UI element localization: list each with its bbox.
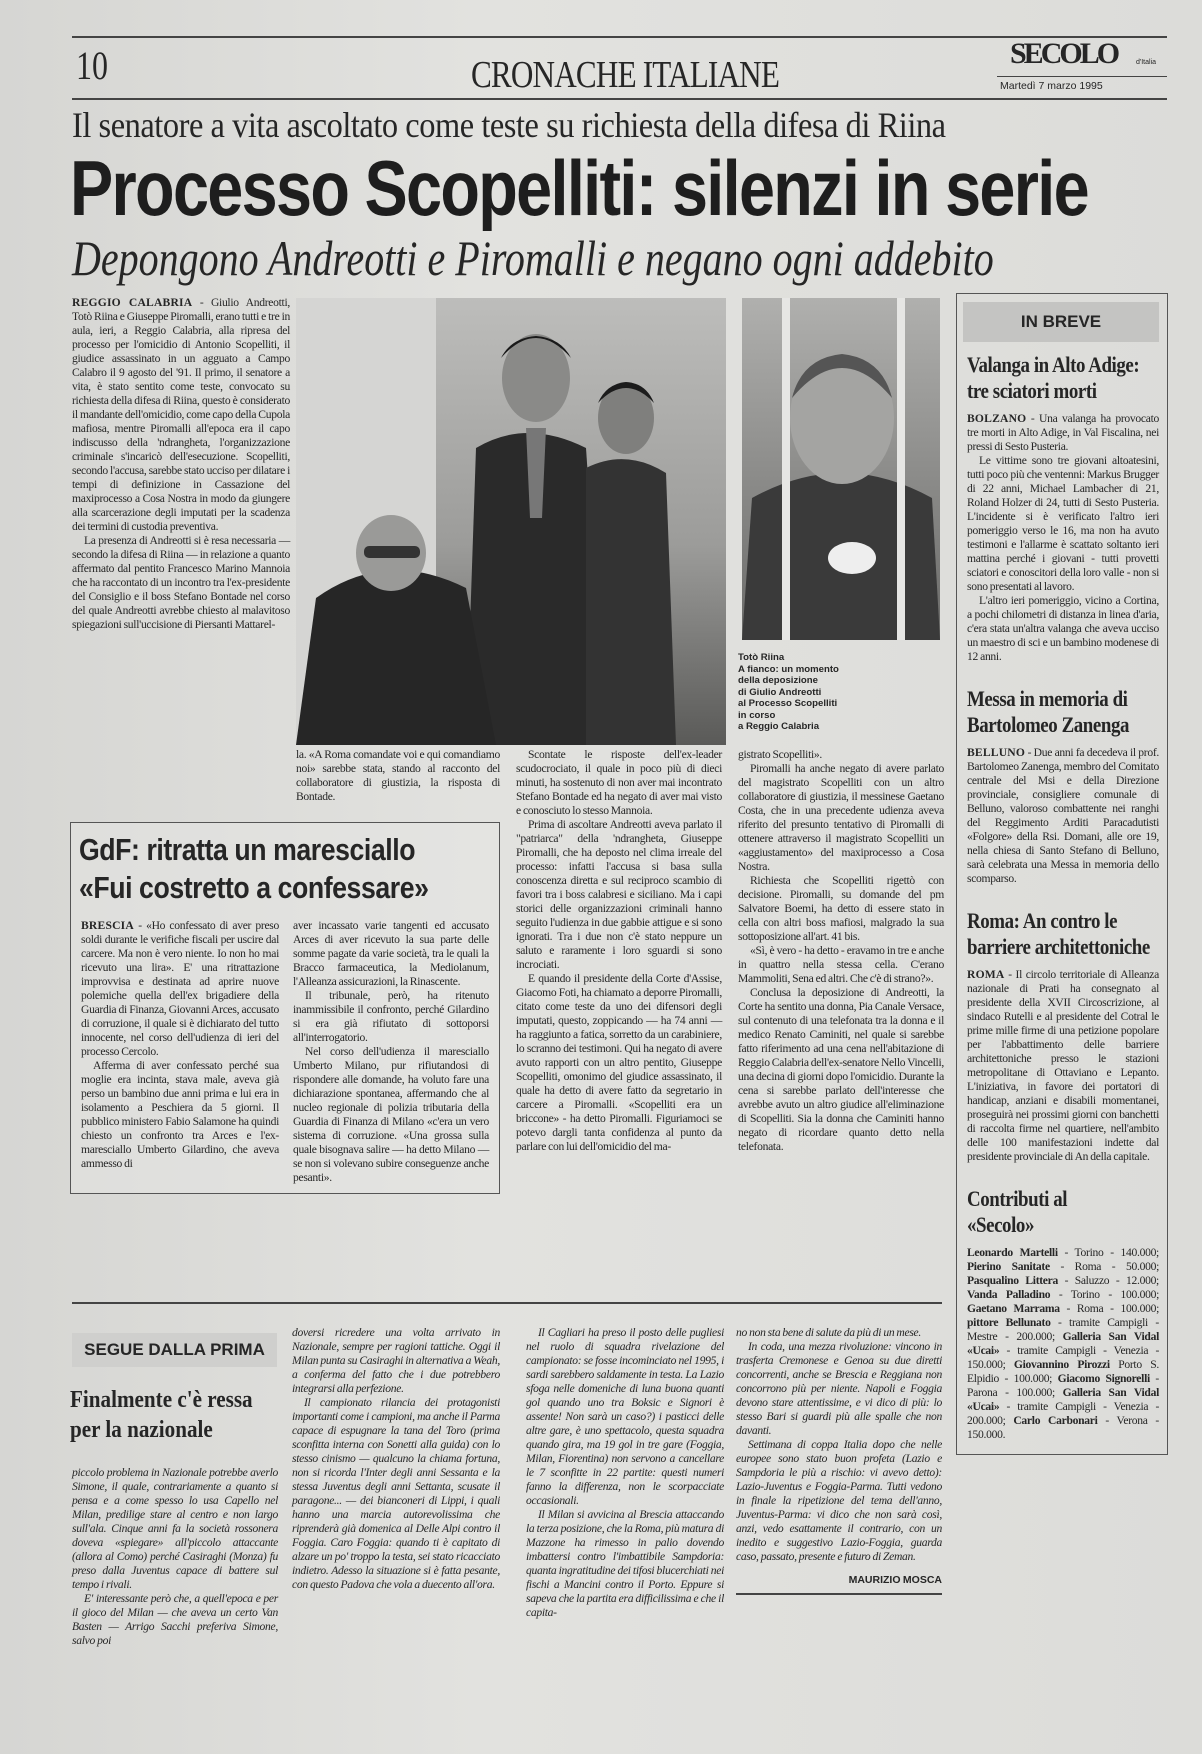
byline: MAURIZIO MOSCA xyxy=(848,1574,942,1586)
donation-detail: - Torino - 100.000; xyxy=(1050,1288,1159,1301)
text-block: Le vittime sono tre giovani altoatesini, tutti poco più che ventenni: Markus Brugger di 22 anni, Michael Lambacher di 21, Roland Holzer di 24, tutti di Sesto Pusteria. L'incidente si è verificato l'altro ieri pomeriggio verso le 16, ma non ha avuto testimoni e l'allarme è scattato soltanto ieri mattina perché i giovani - tutti provetti sciatori e conoscitori della loro valle - non si sono presentati al lavoro. xyxy=(967,454,1159,593)
brief-body xyxy=(967,968,1159,1164)
lead-column-1 xyxy=(72,296,290,632)
text-block: BRESCIA xyxy=(81,919,134,932)
gdf-columns xyxy=(81,919,489,1185)
gdf-column-2 xyxy=(293,919,489,1185)
text-block: L'altro ieri pomeriggio, vicino a Cortina, a pochi chilometri di distanza in linea d'aria, c'era stata un'altra valanga che aveva ucciso un maestro di sci e un bambino modenese di 12 anni. xyxy=(967,594,1159,663)
lead-kicker: Il senatore a vita ascoltato come teste su richiesta della difesa di Riina xyxy=(72,105,946,145)
gdf-headline-2: «Fui costretto a confessare» xyxy=(79,870,429,905)
newspaper-logo-sub: d'Italia xyxy=(1136,59,1157,66)
text-block: A fianco: un momento xyxy=(738,663,839,675)
donation-detail: - Verona - 150.000. xyxy=(967,1414,1159,1441)
donor-name: Giacomo Signorelli xyxy=(1057,1372,1150,1385)
lead-column-3 xyxy=(516,748,722,1154)
contributions-headline: Contributi al «Secolo» xyxy=(967,1186,1068,1237)
text-block: al Processo Scopelliti xyxy=(738,698,838,709)
lead-deck: Depongono Andreotti e Piromalli e negano ogni addebito xyxy=(72,230,994,286)
text-block: BOLZANO xyxy=(967,412,1027,425)
text-block: Richiesta che Scopelliti rigettò con decisione. Piromalli, su domande del pm Salvatore Boemi, ha detto di essere stato in cella con altri boss mafiosi, malgrado la sua sottoposizione all'art. 41 bis. xyxy=(738,874,944,943)
text-block: In coda, una mezza rivoluzione: vincono in trasferta Cremonese e Genoa su due diretti concorrenti, anche se Brescia e Reggiana non concorrono più per niente. Napoli e Foggia devono stare attentissime, e vi dico di più: lo stesso Bari si guardi più alle spalle che non davanti. xyxy=(736,1340,942,1437)
text-block: - Il circolo territoriale di Alleanza nazionale di Prati ha consegnato al presidente della XVII Circoscrizione, al sindaco Rutelli e al presidente del Cotral le prime mille firme di una petizione popolare per l'abbattimento delle barriere architettoniche presso le stazioni metropolitane di Ottaviano e Lepanto. L'iniziativa, in favore dei portatori di handicap, anziani e disabili momentanei, proseguirà nei prossimi giorni con banchetti di raccolta firme nel quartiere, nell'ambito delle 100 manifestazioni indette dal presidente provinciale di An della capitale. xyxy=(967,968,1159,1163)
donation-detail: - tramite Campigli - Mestre - 200.000; xyxy=(967,1316,1159,1343)
lead-headline: Processo Scopelliti: silenzi in serie xyxy=(70,144,1088,232)
donor-name: Vanda Palladino xyxy=(967,1288,1051,1301)
issue-date: Martedì 7 marzo 1995 xyxy=(1000,80,1103,92)
donor-name: Pierino Sanitate xyxy=(967,1260,1050,1273)
text-block: la. «A Roma comandate voi e qui comandiamo noi» sarebbe stata, stando al racconto del collaboratore di giustizia, la risposta di Bontade. xyxy=(296,748,500,803)
section-title: CRONACHE ITALIANE xyxy=(470,54,780,96)
brief-body xyxy=(967,746,1159,886)
text-block: piccolo problema in Nazionale potrebbe averlo Simone, il quale, contrariamente a quanto si pensa e a come spesso lo usa Capello nel Milan, predilige stare al centro e non largo sull'ala. Cinque anni fa la società rossonera doveva «spiegare» all'piccolo attaccante (allora al Como) perché Casiraghi (Monza) fu preso dalla Juventus capace di battere sul tempo i rivali. xyxy=(72,1466,278,1591)
donor-name: Pasqualino Littera xyxy=(967,1274,1058,1287)
donation-detail: - Roma - 50.000; xyxy=(1049,1260,1159,1273)
donation-detail: - Roma - 100.000; xyxy=(1059,1302,1159,1315)
text-block: Conclusa la deposizione di Andreotti, la Corte ha sentito una donna, Pia Canale Versace, sul contenuto di una telefonata tra la donna e il medico Renato Caminiti, nel quale si sarebbe fatto riferimento ad una cena nell'abitazione di Reggio Calabria dell'ex-senatore Nello Vincelli, una decina di giorni dopo l'omicidio. Durante la cena si sarebbe parlato dell'interesse che avrebbe avuto un altro giudice all'eliminazione di Scopelliti. Sia la donna che Caminiti hanno negato di ricordare quanto detto nella telefonata. xyxy=(738,986,944,1153)
donation-detail: Porto S. Elpidio - 100.000; xyxy=(967,1358,1159,1385)
photo-toto-riina xyxy=(742,298,940,640)
gdf-story-box xyxy=(70,822,500,1194)
text-block: E quando il presidente della Corte d'Assise, Giacomo Foti, ha chiamato a deporre Piromalli, citato come teste da uno dei difensori degli imputati, questo, zoppicando — ha 74 anni — ha raggiunto a fatica, sorretto da un carabiniere, lo scranno dei testimoni. Qui ha negato di avere avuto rapporti con un altro pentito, Giuseppe Scopelliti, omonimo del giudice assassinato, il quale ha detto di avere fatto da segretario in carcere a Piromalli. «Scopelliti era un briccone» - ha detto Piromalli. Figuriamoci se potevo dargli tanta confidenza al punto da parlare con lui dell'omicidio del ma- xyxy=(516,972,722,1153)
text-block: Prima di ascoltare Andreotti aveva parlato il "patriarca" della 'ndrangheta, Giuseppe Piromalli, che ha deposto nel clima irreale del processo: infatti l'accusa si basa sulla conoscenza diretta e sul reciproco scambio di favori tra i boss calabresi e siciliano. Ma i capi storici delle organizzazioni criminali hanno seguito l'udienza in due gabbie attigue e si sono ignorati. Tra i due non c'è stato neppure un saluto e raramente i loro sguardi si sono incrociati. xyxy=(516,818,722,971)
donor-name: Gaetano Marrama xyxy=(967,1302,1060,1315)
gdf-column-1 xyxy=(81,919,279,1185)
gdf-headline-1: GdF: ritratta un maresciallo xyxy=(79,832,416,867)
donation-detail: - tramite Campigli - Venezia - 150.000; xyxy=(967,1344,1159,1371)
in-breve-sidebar xyxy=(956,293,1168,1455)
text-block: Nel corso dell'udienza il maresciallo Umberto Milano, pur rifiutandosi di rispondere alle domande, ha voluto fare una dichiarazione spontanea, affermando che al nucleo regionale di polizia tributaria della Guardia di Finanza di Milano «c'era un vero sistema di corruzione. «Una grossa sulla quale bisognava salire — ha detto Milano — se non si volevano subire conseguenze anche pesanti». xyxy=(293,1045,489,1184)
text-block: Il campionato rilancia dei protagonisti importanti come i campioni, ma anche il Parma capace di espugnare la tana del Toro (prima sconfitta interna con Sonetti alla guida) con lo stesso cinismo — qualcuno la chiama fortuna, non si ricorda l'Inter degli anni Sessanta e la stessa Juventus degli anni Settanta, scusate il paragone... — dei bianconeri di Lippi, i quali hanno una marcia autorevolissima che riprenderà già domenica al Delle Alpi contro il Foggia. Caro Foggia: quando ti è capitato di alzare un po' troppo la testa, sei stato ricacciato indietro. Adesso la situazione si è fatta pesante, con questo Padova che vola a duecento all'ora. xyxy=(292,1396,500,1591)
header-rule xyxy=(72,98,1167,100)
text-block: - Due anni fa decedeva il prof. Bartolomeo Zanenga, membro del Comitato centrale del Msi e della Direzione provinciale, consigliere comunale di Belluno, valoroso combattente nei ranghi del Reggimento Arditi Paracadutisti «Folgore» della Rsi. Domani, alle ore 19, nella chiesa di Santo Stefano di Belluno, sarà celebrata una Messa in memoria dello scomparso. xyxy=(967,746,1159,885)
text-block: Il Cagliari ha preso il posto delle pugliesi nel ruolo di squadra rivelazione del campionato: se fosse incominciato nel 1995, i sardi sarebbero saldamente in testa. La Lazio sfoga nelle domeniche di luna buona quanti gol quando uno tra Boksic e Signori è assente! Non sarà un caso?) i pasticci delle altre gare, è uno spettacolo, questa squadra quando gira, ma 19 gol in tre gare (Foggia, Milan, Fiorentina) non servono a cancellare le 7 sconfitte in 22 partite: questi numeri fanno la differenza, non le scorpacciate occasionali. xyxy=(526,1326,724,1507)
donor-name: pittore Bellunato xyxy=(967,1316,1051,1329)
donation-detail: - Torino - 140.000; xyxy=(1057,1246,1159,1259)
dateline: REGGIO CALABRIA xyxy=(72,296,193,309)
segue-label: SEGUE DALLA PRIMA xyxy=(72,1333,277,1367)
text-block: in corso xyxy=(738,709,776,721)
donation-detail: - Parona - 100.000; xyxy=(967,1372,1159,1399)
page-number: 10 xyxy=(76,43,108,88)
donor-name: Leonardo Martelli xyxy=(967,1246,1058,1259)
text-block: gistrato Scopelliti». xyxy=(738,748,823,761)
donation-detail: - tramite Campigli - Venezia - 200.000; xyxy=(967,1400,1159,1427)
text-block: - «Ho confessato di aver preso soldi durante le verifiche fiscali per uscire dal carcere. Ma non è vero niente. Io non ho mai ricevuto una lira». E' una ritrattazione improvvisa e destinata ad aprire nuove polemiche quella dell'ex brigadiere della Guardia di Finanza, Giovanni Arces, accusato di corruzione, il quale si è dichiarato del tutto innocente, nel corso dell'udienza di ieri del processo Cercolo. xyxy=(81,919,279,1058)
brief-headline: Roma: An contro le barriere architettoniche xyxy=(967,908,1150,959)
photo-andreotti-deposition xyxy=(296,298,726,745)
text-block: Scontate le risposte dell'ex-leader scudocrociato, il quale in poco più di dieci minuti, ha sostenuto di non aver mai incontrato Stefano Bontade ed ha negato di aver mai visto e conosciuto lo stesso Mannoia. xyxy=(516,748,722,817)
photo-caption xyxy=(738,652,938,733)
sport-column-2 xyxy=(292,1326,500,1592)
top-rule xyxy=(72,36,1167,38)
donation-detail: - Saluzzo - 12.000; xyxy=(1058,1274,1159,1287)
text-block: BELLUNO xyxy=(967,746,1026,759)
lead-column-2 xyxy=(296,748,500,804)
text-block: Settimana di coppa Italia dopo che nelle europee sono stato buon profeta (Lazio e Sampdoria le più a rischio: vi avevo detto): Lazio-Juventus e Foggia-Parma. Tutti vedono in finale la ripetizione del tema dell'anno, Juventus-Parma: vi dico che non sarà così, anzi, vedo esattamente il contrario, con un inedito e suggestivo Lazio-Foggia, guarda caso, passato, presente e futuro di Zeman. xyxy=(736,1438,942,1563)
donor-name: Galleria San Vidal «Ucai» xyxy=(967,1330,1159,1357)
text-block: Afferma di aver confessato perché sua moglie era incinta, stava male, aveva già perso un bambino due anni prima e lui era in isolamento a Peschiera da 5 giorni. Il pubblico ministero Fabio Salamone ha quindi chiesto un confronto tra Arces e l'ex-maresciallo Umberto Gilardino, che aveva ammesso di xyxy=(81,1059,279,1170)
sport-column-3 xyxy=(526,1326,724,1620)
text-block: di Giulio Andreotti xyxy=(738,686,822,698)
text-block: della deposizione xyxy=(738,675,818,686)
text-block: La presenza di Andreotti si è resa necessaria — secondo la difesa di Riina — in relazione a quanto affermato dal pentito Francesco Marino Mannoia che ha raccontato di un incontro tra l'ex-presidente del Consiglio e il boss Stefano Bontade nel corso del quale Andreotti avrebbe chiesto al malavitoso spiegazioni sull'uccisione di Piersanti Mattarel- xyxy=(72,534,290,631)
sport-headline: Finalmente c'è ressa per la nazionale xyxy=(70,1387,253,1443)
sport-column-4 xyxy=(736,1326,942,1595)
sport-column-1 xyxy=(72,1466,278,1648)
donor-name: Giovannino Pirozzi xyxy=(1013,1358,1110,1371)
brief-headline: Valanga in Alto Adige: tre sciatori morti xyxy=(967,352,1140,403)
text-block: doversi ricredere una volta arrivato in Nazionale, sempre per ragioni tattiche. Oggi il Milan punta su Casiraghi in alternativa a Weah, a conferma del fatto che i due potrebbero integrarsi alla perfezione. xyxy=(292,1326,500,1395)
contributions-list xyxy=(967,1246,1159,1442)
section-rule xyxy=(72,1302,942,1304)
text-block: Il Milan si avvicina al Brescia attaccando la terza posizione, che la Roma, più matura di Mazzone ha rimesso in palio dovendo imbattersi contro l'imbattibile Sampdoria: quanta ingratitudine dei tifosi blucerchiati nei fischi a Mancini contro il Porto. Eppure si sapeva che la partita era difficilissima e che il capita- xyxy=(526,1508,724,1619)
brief-headline: Messa in memoria di Bartolomeo Zanenga xyxy=(967,686,1130,737)
byline-rule xyxy=(736,1593,942,1595)
text-block: Piromalli ha anche negato di avere parlato del magistrato Scopelliti con un altro collaboratore di giustizia, il messinese Gaetano Costa, che in una precedente udienza aveva riferito del presunto tentativo di Piromalli di ottenere attraverso il magistrato Scopelliti un «aggiustamento» del maxiprocesso a Cosa Nostra. xyxy=(738,762,944,873)
text-block: aver incassato varie tangenti ed accusato Arces di aver ricevuto la sua parte delle somme pagate da varie società, tra le quali la Bracco farmaceutica, la Mediolanum, l'Alleanza assicurazioni, la Rinascente. xyxy=(293,919,489,988)
text-block: a Reggio Calabria xyxy=(738,721,820,732)
text-block: ROMA xyxy=(967,968,1005,981)
logo-rule xyxy=(997,76,1167,77)
text-block: Totò Riina xyxy=(738,652,785,663)
lead-column-4 xyxy=(738,748,944,1154)
text-block: E' interessante però che, a quell'epoca e per il gioco del Milan — che aveva un certo Van Basten — Arrigo Sacchi preferiva Simone, salvo poi xyxy=(72,1592,278,1647)
text-block: - Una valanga ha provocato tre morti in Alto Adige, in Val Fiscalina, nei pressi di Sesto Pusteria. xyxy=(967,412,1159,453)
text-block: - Giulio Andreotti, Totò Riina e Giuseppe Piromalli, erano tutti e tre in aula, ieri, a Reggio Calabria, alla ripresa del processo per l'omicidio di Antonio Scopelliti, il giudice assassinato in un agguato a Campo Calabro il 9 agosto del '91. Il primo, il senatore a vita, è stato sentito come teste, convocato su richiesta della difesa di Riina, questo è considerato il mandante dell'omicidio, come capo della Cupola mafiosa, mentre Piromalli all'epoca era il capo indiscusso della 'ndrangheta, l'organizzazione criminale s'incaricò dell'esecuzione. Scopelliti, secondo l'accusa, sarebbe stato ucciso per dilatare i tempi di definizione in Cassazione del maxiprocesso a Cosa Nostra in modo da giungere alla scarcerazione degli imputati per la scadenza dei termini di custodia preventiva. xyxy=(72,296,290,533)
text-block: Il tribunale, però, ha ritenuto inammissibile il confronto, perché Gilardino si era già rifiutato di sottoporsi all'interrogatorio. xyxy=(293,989,489,1044)
brief-body xyxy=(967,412,1159,664)
text-block: «Sì, è vero - ha detto - eravamo in tre e anche in quattro nella stessa cella. C'erano Mammoliti, Sena ed altri. Che c'è di strano?». xyxy=(738,944,944,985)
newspaper-logo: SECOLO xyxy=(1010,37,1118,70)
donor-name: Carlo Carbonari xyxy=(1013,1414,1098,1427)
in-breve-label: IN BREVE xyxy=(963,302,1159,342)
donor-name: Galleria San Vidal «Ucai» xyxy=(967,1386,1159,1413)
text-block: no non sta bene di salute da più di un mese. xyxy=(736,1326,921,1339)
